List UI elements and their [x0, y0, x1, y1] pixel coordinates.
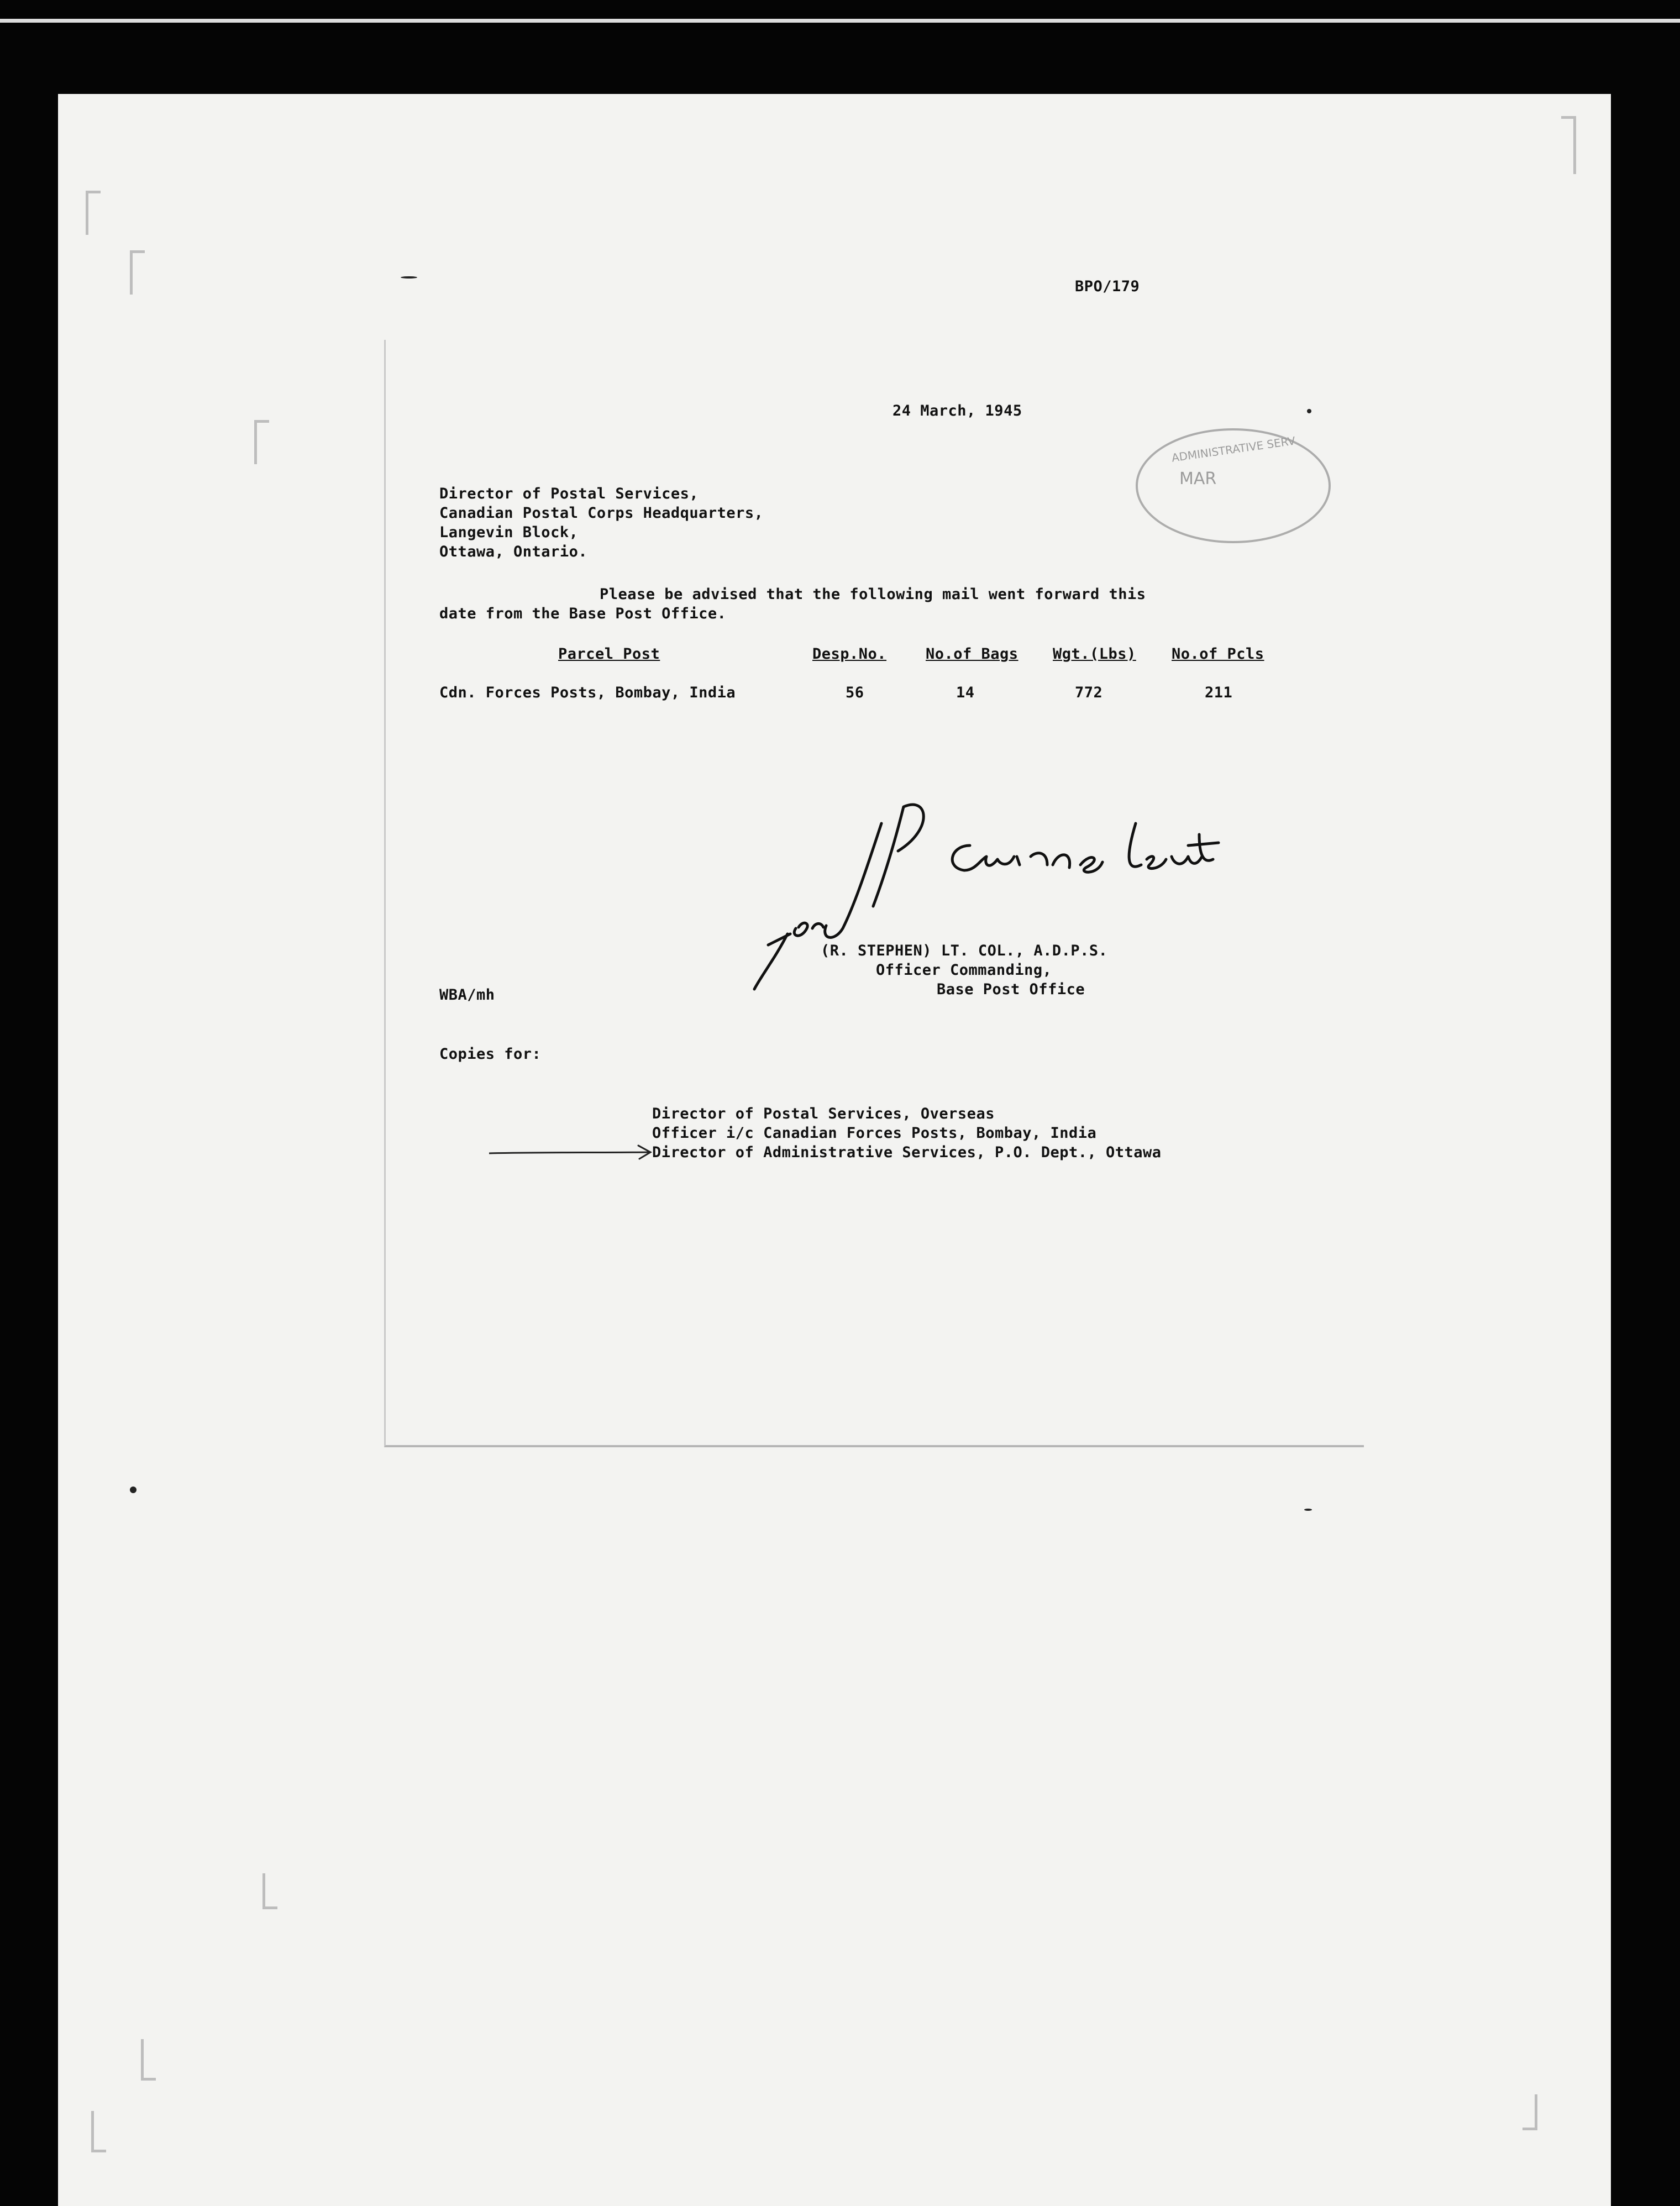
- table-header-no-of-bags: No.of Bags: [926, 645, 1019, 663]
- table-cell-bags: 14: [956, 684, 975, 701]
- address-line: Langevin Block,: [439, 524, 579, 541]
- dust-speck: [130, 1487, 136, 1493]
- document-page: [58, 94, 1611, 2206]
- crop-mark: [1561, 116, 1576, 174]
- copy-recipient: Officer i/c Canadian Forces Posts, Bombay, India: [652, 1125, 1097, 1142]
- table-cell-desp-no: 56: [846, 684, 864, 701]
- table-header-weight: Wgt.(Lbs): [1053, 645, 1136, 663]
- letter-date: 24 March, 1945: [893, 402, 1022, 419]
- table-cell-weight: 772: [1075, 684, 1103, 701]
- typist-initials: WBA/mh: [439, 986, 495, 1004]
- crop-mark: [86, 191, 101, 235]
- signature-office-line: Base Post Office: [937, 981, 1085, 998]
- address-line: Ottawa, Ontario.: [439, 543, 588, 560]
- crop-mark: [141, 2039, 156, 2081]
- table-header-parcel-post: Parcel Post: [558, 645, 660, 663]
- body-line: date from the Base Post Office.: [439, 605, 727, 622]
- crop-mark: [1523, 2094, 1537, 2130]
- dust-speck: [1304, 1509, 1312, 1511]
- body-line: Please be advised that the following mail went forward this: [600, 586, 1146, 603]
- dust-speck: [1307, 409, 1311, 413]
- address-line: Canadian Postal Corps Headquarters,: [439, 505, 764, 522]
- crop-mark: [91, 2111, 106, 2152]
- copies-label: Copies for:: [439, 1046, 542, 1063]
- stamp-line2: MAR: [1179, 469, 1217, 489]
- crop-mark: [130, 250, 145, 295]
- dust-speck: [401, 276, 417, 279]
- address-line: Director of Postal Services,: [439, 485, 699, 502]
- signature-name-line: (R. STEPHEN) LT. COL., A.D.P.S.: [821, 942, 1108, 959]
- crop-mark: [254, 420, 269, 464]
- received-stamp: [1136, 428, 1331, 543]
- stamp-line1: ADMINISTRATIVE SERV: [1170, 434, 1296, 465]
- copy-recipient: Director of Administrative Services, P.O. Dept., Ottawa: [652, 1144, 1162, 1161]
- table-header-no-of-pcls: No.of Pcls: [1172, 645, 1264, 663]
- table-header-desp-no: Desp.No.: [812, 645, 887, 663]
- film-edge-line: [0, 19, 1680, 23]
- table-cell-destination: Cdn. Forces Posts, Bombay, India: [439, 684, 736, 701]
- table-cell-parcels: 211: [1205, 684, 1233, 701]
- crop-mark: [262, 1873, 277, 1909]
- reference-number: BPO/179: [1075, 278, 1140, 295]
- copy-recipient: Director of Postal Services, Overseas: [652, 1105, 995, 1122]
- signature-title-line: Officer Commanding,: [876, 962, 1052, 979]
- pointing-arrow-icon: [489, 1141, 655, 1163]
